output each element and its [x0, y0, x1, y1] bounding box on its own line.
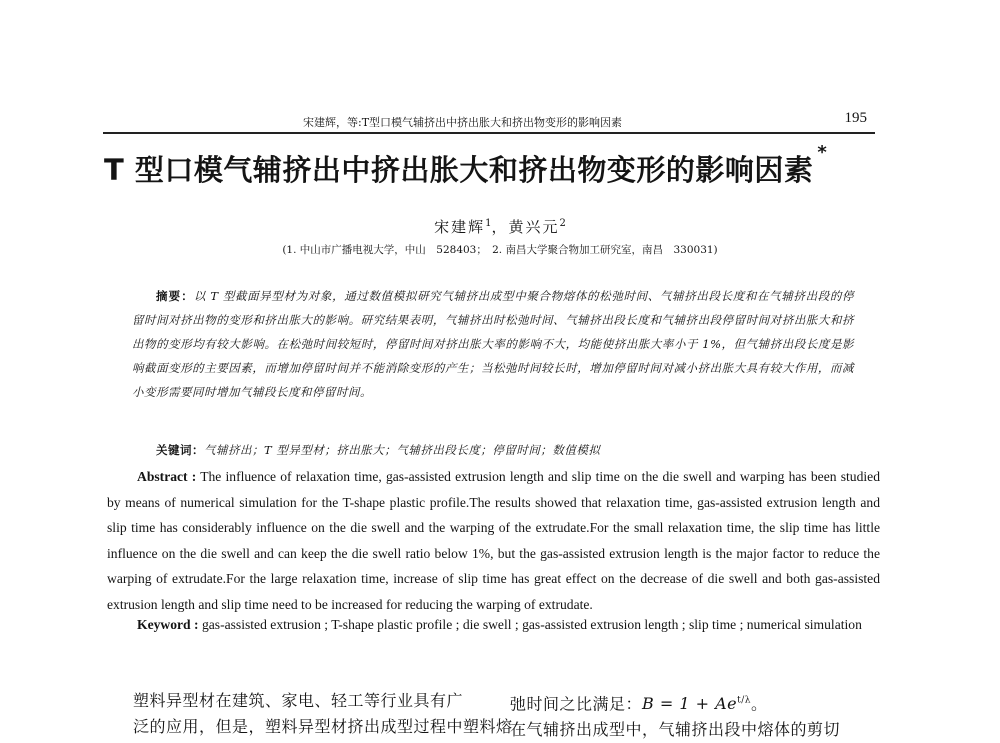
author-separator: ， [491, 218, 509, 236]
body-column-left [133, 688, 513, 740]
chinese-abstract-label: 摘要： [156, 289, 194, 303]
formula-end: 。 [751, 694, 768, 714]
body-column-right [510, 688, 890, 743]
author-1-affiliation-mark: 1 [485, 218, 492, 229]
swell-ratio-formula [642, 694, 751, 713]
english-abstract-label: Abstract : [137, 469, 197, 484]
chinese-keywords-label: 关键词： [156, 443, 204, 457]
body-left-line-2: 泛的应用，但是，塑料异型材挤出成型过程中塑料熔 [133, 717, 513, 736]
chinese-keywords [156, 442, 856, 458]
body-right-line-1-text: 弛时间之比满足： [510, 694, 643, 714]
affiliations: (1. 中山市广播电视大学，中山 528403； 2. 南昌大学聚合物加工研究室，南昌 330031) [282, 244, 718, 256]
english-abstract-text: The influence of relaxation time, gas-assisted extrusion length and slip time on the die swell and warping has been studied by means of numerical simulation for the T-shape plastic profile.The results showed that relaxation time, gas-assisted extrusion length and slip time has considerably influence on the die swell and the warping of the extrudate.For the small relaxation time, the slip time has little influence on the die swell and can keep the die swell ratio below 1%, but the gas-assisted extrusion length is the major factor to reduce the warping of extrudate.For the large relaxation time, increase of slip time has great effect on the decrease of die swell and both gas-assisted extrusion length and slip time need to be increased for reducing the warping of extrudate. [107, 469, 880, 612]
body-left-line-1: 塑料异型材在建筑、家电、轻工等行业具有广 [133, 691, 464, 710]
english-keywords-label: Keyword : [137, 617, 199, 632]
body-right-line-2: 在气辅挤出成型中，气辅挤出段中熔体的剪切 [510, 720, 841, 740]
author-2-name: 黄兴元 [508, 218, 560, 236]
english-keywords-text: gas-assisted extrusion ; T-shape plastic profile ; die swell ; gas-assisted extrusion length ; slip time ; numerical simulation [198, 617, 862, 632]
page-number: 195 [844, 110, 867, 126]
chinese-abstract-text: 以 T 型截面异型材为对象，通过数值模拟研究气辅挤出成型中聚合物熔体的松弛时间、气辅挤出段长度和在气辅挤出段的停留时间对挤出物的变形和挤出胀大的影响。研究结果表明，气辅挤出时松弛时间、气辅挤出段长度和气辅挤出段停留时间对挤出胀大和挤出物的变形均有较大影响。在松弛时间较短时，停留时间对挤出胀大率的影响不大，均能使挤出胀大率小于 1%，但气辅挤出段长度是影响截面变形的主要因素，而增加停留时间并不能消除变形的产生；当松弛时间较长时，增加停留时间对减小挤出胀大具有较大作用，而减小变形需要同时增加气辅段长度和停留时间。 [132, 289, 854, 399]
english-keywords [107, 612, 880, 637]
author-1-name: 宋建辉 [434, 218, 486, 236]
chinese-abstract [132, 284, 854, 404]
formula-exponent: t/λ [737, 696, 751, 706]
running-title: 宋建辉，等:T型口模气辅挤出中挤出胀大和挤出物变形的影响因素 [303, 116, 623, 129]
running-header [103, 110, 875, 134]
paper-title [104, 142, 884, 189]
chinese-keywords-text: 气辅挤出；T 型异型材；挤出胀大；气辅挤出段长度；停留时间；数值模拟 [204, 443, 601, 457]
body-right-line-1 [510, 688, 890, 717]
english-abstract [107, 464, 880, 617]
paper-title-text: T 型口模气辅挤出中挤出胀大和挤出物变形的影响因素 [104, 153, 814, 187]
author-line [0, 216, 1000, 237]
author-2-affiliation-mark: 2 [559, 218, 566, 229]
formula-main: B = 1 + Ae [642, 694, 738, 714]
title-footnote-mark: * [817, 142, 828, 163]
